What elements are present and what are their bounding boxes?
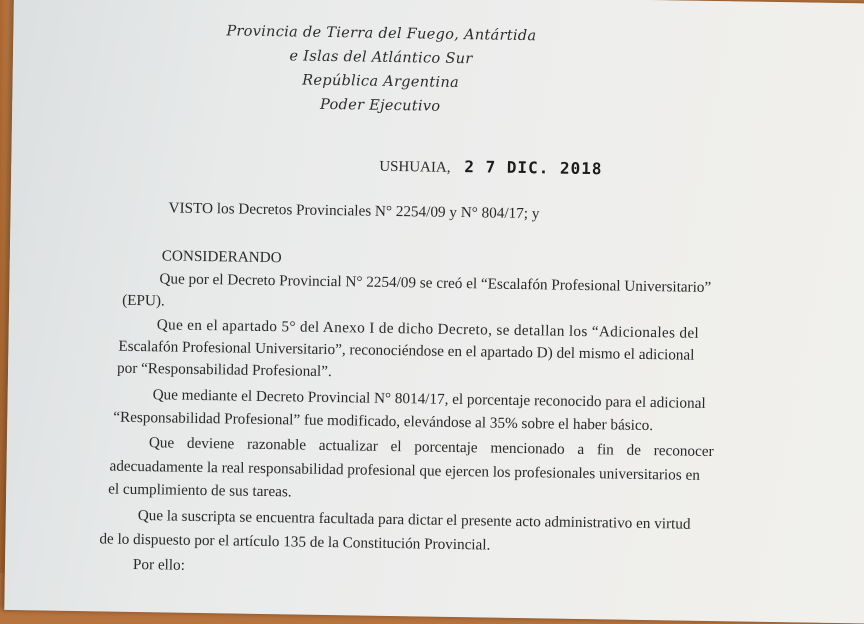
paragraph-line: Que mediante el Decreto Provincial N° 8014/17, el porcentaje reconocido para el adicional — [152, 386, 706, 412]
paragraph-line: Que la suscripta se encuentra facultada para dictar el presente acto administrativo en virtud — [137, 507, 691, 533]
paragraph-line: Que por el Decreto Provincial N° 2254/09 se creó el “Escalafón Profesional Universitario” — [159, 270, 712, 296]
header-executive-line: Poder Ejecutivo — [319, 96, 441, 115]
paragraph-line: adecuadamente la real responsabilidad profesional que ejercen los profesionales universitarios en — [109, 457, 701, 484]
paragraph-line: Que deviene razonable actualizar el porcentaje mencionado a fin de reconocer — [148, 434, 714, 461]
paragraph-line: Por ello: — [132, 555, 186, 574]
paragraph-line: Escalafón Profesional Universitario”, reconociéndose en el apartado D) del mismo el adicional — [118, 337, 695, 364]
paragraph-line: “Responsabilidad Profesional” fue modificado, elevándose al 35% sobre el haber básico. — [113, 408, 654, 435]
header-province-line: Provincia de Tierra del Fuego, Antártida — [226, 23, 537, 45]
date-stamp: 2 7 DIC. 2018 — [464, 157, 603, 179]
paragraph-line: de lo dispuesto por el artículo 135 de la Constitución Provincial. — [99, 530, 491, 554]
document-page — [4, 0, 864, 624]
paragraph-line: por “Responsabilidad Profesional”. — [116, 359, 332, 381]
header-islands-line: e Islas del Atlántico Sur — [289, 48, 473, 68]
visto-paragraph: VISTO los Decretos Provinciales N° 2254/09 y N° 804/17; y — [168, 199, 540, 223]
header-republic-line: República Argentina — [302, 72, 460, 92]
paragraph-line: el cumplimiento de sus tareas. — [108, 480, 292, 501]
date-city: USHUAIA, — [379, 158, 451, 176]
date-line — [379, 156, 603, 180]
paragraph-line: Que en el apartado 5° del Anexo I de dicho Decreto, se detallan los “Adicionales del — [156, 316, 700, 342]
paragraph-line: (EPU). — [122, 291, 165, 310]
considerando-heading: CONSIDERANDO — [161, 247, 282, 267]
